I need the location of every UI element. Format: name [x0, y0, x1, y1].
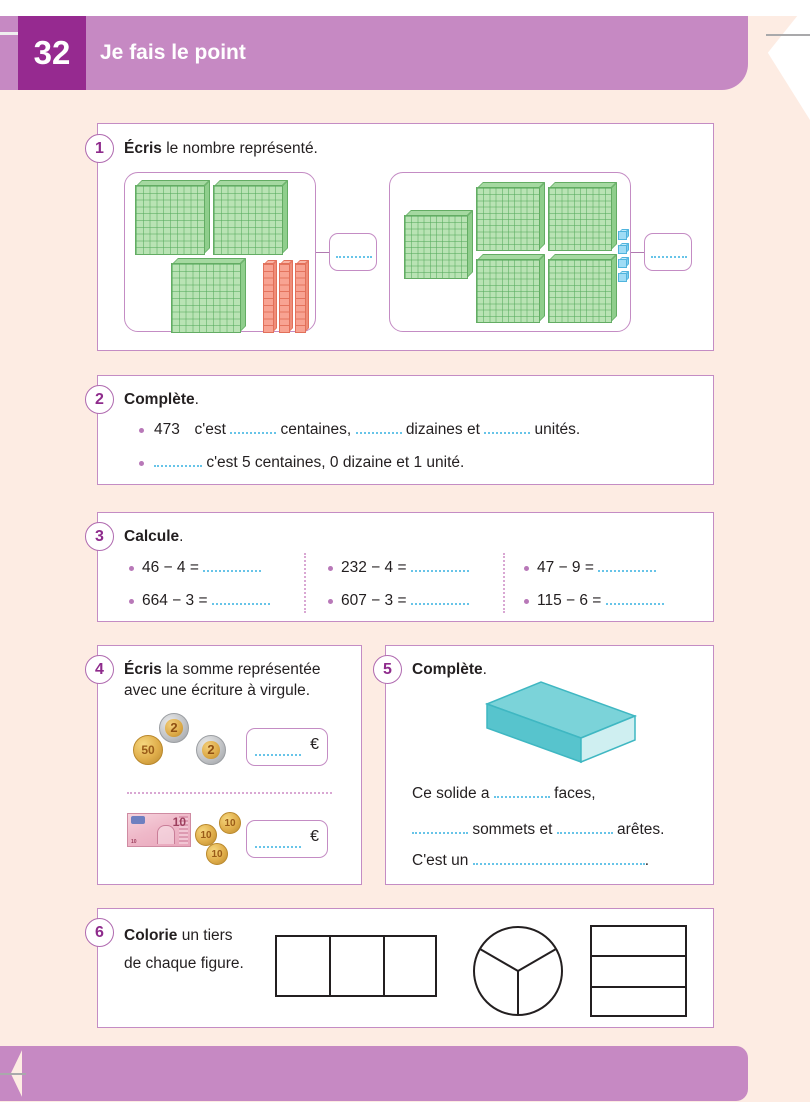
exercise-3-blank-4[interactable] — [411, 603, 469, 605]
exercise-3-calc-6-text: 115 − 6 = — [537, 592, 602, 609]
coin-50-cents — [133, 735, 163, 765]
exercise-1-badge — [85, 134, 114, 163]
hundred-block — [548, 187, 612, 251]
top-right-rule — [766, 34, 810, 36]
hundred-block — [476, 259, 540, 323]
exercise-3-blank-1[interactable] — [203, 570, 261, 572]
coin-50-cents-label: 50 — [141, 743, 155, 757]
banknote-stars — [131, 816, 145, 824]
exercise-4-currency-1: € — [310, 736, 319, 753]
exercise-2-blank-tens[interactable] — [356, 432, 402, 434]
exercise-4-answer-line-1[interactable] — [255, 754, 301, 756]
exercise-4-instruction — [124, 659, 354, 701]
exercise-5-number: 5 — [383, 660, 392, 678]
unit-cube — [618, 245, 627, 254]
chapter-number: 32 — [33, 34, 71, 71]
exercise-3-calc-2 — [142, 592, 270, 610]
exercise-3-instruction — [124, 526, 183, 547]
hundred-block — [404, 215, 468, 279]
hundred-block — [135, 185, 205, 255]
exercise-2-item-1-unites: unités. — [534, 421, 581, 438]
figure-rectangle-rows-thirds[interactable] — [590, 925, 687, 1017]
exercise-5-line1-a: Ce solide a — [412, 785, 490, 802]
exercise-5-line3-b: . — [644, 852, 650, 869]
exercise-1-instruction — [124, 138, 318, 159]
exercise-3-calc-6 — [537, 592, 664, 610]
exercise-3-divider-1 — [304, 553, 306, 613]
coin-2-euro — [159, 713, 189, 743]
exercise-5-instruction — [412, 659, 487, 680]
coin-10-cents-label: 10 — [211, 848, 223, 860]
list-bullet — [524, 566, 529, 571]
list-bullet — [139, 428, 144, 433]
exercise-2-item-1-cest: c'est — [194, 421, 226, 438]
exercise-1-right-panel — [389, 172, 631, 332]
banknote-10-euro-label: 10 — [172, 815, 186, 829]
figure-rectangle-row-divider — [590, 955, 687, 957]
exercise-4-answer-line-2[interactable] — [255, 846, 301, 848]
exercise-1-left-answer-box[interactable] — [329, 233, 377, 271]
exercise-2-instruction — [124, 389, 199, 410]
exercise-3-calc-1-text: 46 − 4 = — [142, 559, 199, 576]
list-bullet — [139, 461, 144, 466]
exercise-3-calc-5 — [537, 559, 656, 577]
coin-10-cents — [206, 843, 228, 865]
exercise-5-text-line-3 — [412, 852, 649, 870]
hundred-block — [171, 263, 241, 333]
coin-10-cents-label: 10 — [200, 829, 212, 841]
exercise-3-divider-2 — [503, 553, 505, 613]
coin-2-euro-inner — [165, 719, 182, 736]
list-bullet — [524, 599, 529, 604]
exercise-2-item-1-centaines: centaines, — [280, 421, 352, 438]
figure-rectangle-divider — [383, 935, 385, 997]
page-title: Je fais le point — [100, 41, 246, 64]
exercise-2-item-2-text: c'est 5 centaines, 0 dizaine et 1 unité. — [206, 454, 465, 471]
coin-2-euro-label: 2 — [207, 742, 215, 758]
ten-rod — [295, 263, 306, 333]
exercise-3-blank-6[interactable] — [606, 603, 664, 605]
exercise-4-currency-2: € — [310, 828, 319, 845]
exercise-4-instruction-rest: la somme représentée — [161, 661, 321, 678]
ten-rod — [263, 263, 274, 333]
chapter-number-box — [18, 16, 86, 90]
exercise-1-right-answer-box[interactable] — [644, 233, 692, 271]
exercise-1-right-answer-line[interactable] — [651, 256, 687, 258]
top-right-notch-cap — [740, 0, 810, 16]
exercise-2-blank-number[interactable] — [154, 465, 202, 467]
exercise-5-blank-aretes[interactable] — [557, 832, 613, 834]
exercise-6-instruction — [124, 922, 264, 978]
exercise-4-row-separator — [127, 792, 332, 794]
exercise-4-badge — [85, 655, 114, 684]
exercise-2-item-1-number: 473 — [154, 421, 180, 438]
exercise-5-text-line-1 — [412, 785, 596, 803]
figure-rectangle-divider — [329, 935, 331, 997]
page-top-margin — [0, 0, 810, 16]
exercise-3-calc-3 — [341, 559, 469, 577]
figure-rectangle-thirds[interactable] — [275, 935, 437, 997]
exercise-4-instruction-bold: Écris — [124, 661, 162, 678]
exercise-3-instruction-bold: Calcule — [124, 528, 180, 545]
exercise-4-answer-box-2[interactable] — [246, 820, 328, 858]
exercise-1-number: 1 — [95, 139, 104, 157]
hundred-block — [476, 187, 540, 251]
coin-10-cents-label: 10 — [224, 817, 236, 829]
coin-10-cents — [219, 812, 241, 834]
exercise-2-number: 2 — [95, 390, 104, 408]
exercise-1-instruction-bold: Écris — [124, 140, 162, 157]
exercise-1-left-connector — [316, 252, 329, 253]
exercise-6-instruction-bold: Colorie — [124, 927, 178, 944]
exercise-3-calc-2-text: 664 − 3 = — [142, 592, 208, 609]
exercise-5-line1-b: faces, — [554, 785, 596, 802]
rectangular-prism-illustration — [445, 680, 645, 765]
exercise-5-instruction-rest: . — [482, 661, 487, 678]
unit-cube — [618, 231, 627, 240]
coin-2-euro-inner — [202, 741, 219, 758]
exercise-3-calc-1 — [142, 559, 261, 577]
exercise-3-calc-5-text: 47 − 9 = — [537, 559, 594, 576]
exercise-3-blank-3[interactable] — [411, 570, 469, 572]
banknote-10-euro — [127, 813, 191, 847]
exercise-3-calc-4 — [341, 592, 469, 610]
exercise-1-left-answer-line[interactable] — [336, 256, 372, 258]
exercise-3-number: 3 — [95, 527, 104, 545]
top-right-notch — [748, 0, 810, 120]
figure-rectangle-row-divider — [590, 986, 687, 988]
exercise-2-item-1-dizaines: dizaines et — [405, 421, 480, 438]
exercise-4-number: 4 — [95, 660, 104, 678]
exercise-4-answer-box-1[interactable] — [246, 728, 328, 766]
list-bullet — [328, 599, 333, 604]
hundred-block — [548, 259, 612, 323]
exercise-2-instruction-bold: Complète — [124, 391, 195, 408]
coin-2-euro — [196, 735, 226, 765]
exercise-2-blank-units[interactable] — [484, 432, 530, 434]
exercise-1-instruction-rest: le nombre représenté. — [161, 140, 318, 157]
exercise-3-calc-3-text: 232 − 4 = — [341, 559, 407, 576]
exercise-5-blank-faces[interactable] — [494, 796, 550, 798]
exercise-5-blank-solid-name[interactable] — [473, 863, 645, 865]
banknote-10-euro-label-small: 10 — [131, 839, 137, 845]
coin-2-euro-label: 2 — [170, 720, 178, 736]
unit-cube — [618, 259, 627, 268]
exercise-5-line3-a: C'est un — [412, 852, 469, 869]
exercise-2-blank-hundreds[interactable] — [230, 432, 276, 434]
hundred-block — [213, 185, 283, 255]
exercise-3-calc-4-text: 607 − 3 = — [341, 592, 407, 609]
exercise-3-blank-5[interactable] — [598, 570, 656, 572]
exercise-5-instruction-bold: Complète — [412, 661, 483, 678]
page-footer-bar — [22, 1046, 748, 1101]
exercise-5-line2-b: arêtes. — [617, 821, 665, 838]
exercise-4-instruction-line2: avec une écriture à virgule. — [124, 682, 311, 699]
exercise-5-line2-a: sommets et — [472, 821, 553, 838]
figure-circle-thirds[interactable] — [472, 925, 564, 1017]
exercise-5-blank-sommets[interactable] — [412, 832, 468, 834]
exercise-5-badge — [373, 655, 402, 684]
exercise-3-badge — [85, 522, 114, 551]
unit-cube — [618, 273, 627, 282]
exercise-2-item-2 — [154, 454, 464, 472]
exercise-2-item-1 — [154, 421, 580, 439]
exercise-2-badge — [85, 385, 114, 414]
exercise-3-instruction-rest: . — [179, 528, 184, 545]
exercise-6-instruction-line2: de chaque figure. — [124, 955, 244, 972]
exercise-1-left-panel — [124, 172, 316, 332]
ten-rod — [279, 263, 290, 333]
page-bottom-margin — [0, 1102, 810, 1116]
exercise-6-number: 6 — [95, 923, 104, 941]
list-bullet — [328, 566, 333, 571]
exercise-3-blank-2[interactable] — [212, 603, 270, 605]
footer-left-rule — [0, 1073, 26, 1075]
list-bullet — [129, 599, 134, 604]
exercise-2-instruction-rest: . — [194, 391, 199, 408]
exercise-5-text-line-2 — [412, 821, 664, 839]
exercise-1-right-connector — [631, 252, 644, 253]
list-bullet — [129, 566, 134, 571]
exercise-6-instruction-rest: un tiers — [177, 927, 233, 944]
exercise-6-badge — [85, 918, 114, 947]
